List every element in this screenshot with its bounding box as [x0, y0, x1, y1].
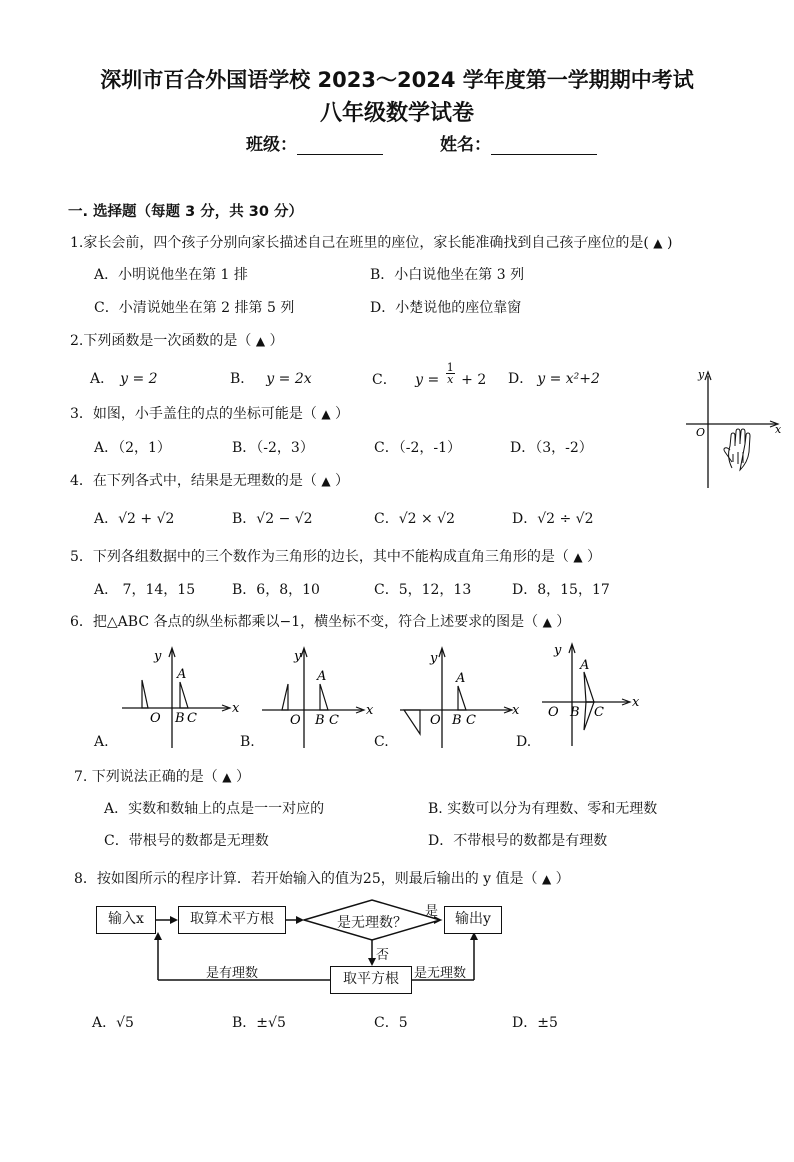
option-d: D．（3，-2） [510, 440, 593, 456]
triangle-abc [180, 682, 188, 708]
question-6 [70, 611, 570, 631]
question-8 [74, 868, 570, 888]
point-c-label: C [329, 713, 339, 728]
triangle-abc [458, 686, 466, 710]
class-field [246, 130, 383, 155]
paren: ） [335, 406, 350, 422]
triangle-abc [320, 684, 328, 710]
flow-yes-label: 是 [425, 904, 439, 919]
point-a-label: A [580, 658, 590, 673]
denominator: x [447, 373, 454, 386]
answer-mark: ▲ [321, 407, 331, 421]
option-b: B. 实数可以分为有理数、零和无理数 [428, 801, 658, 817]
class-blank [297, 140, 383, 155]
option-text: y = 2x [266, 371, 312, 387]
option-a: A．√5 [92, 1015, 134, 1031]
coordinate-figure [684, 366, 784, 490]
paren: ） [587, 549, 602, 565]
point-c-label: C [466, 713, 476, 728]
graph-c [372, 640, 522, 752]
graph-a [92, 640, 252, 752]
origin-label: O [548, 705, 559, 720]
answer-mark: ▲ [653, 236, 663, 250]
question-5 [70, 546, 601, 566]
question-stem: 7. 下列说法正确的是（ [74, 769, 218, 785]
question-stem: 4．在下列各式中，结果是无理数的是（ [70, 473, 317, 489]
point-c-label: C [187, 711, 197, 726]
option-c: C．（-2，-1） [374, 440, 461, 456]
point-b-label: B [570, 705, 580, 720]
question-1 [70, 232, 672, 252]
hand-icon [724, 429, 750, 470]
option-d: D．不带根号的数都是有理数 [428, 833, 608, 849]
point-a-label: A [317, 669, 327, 684]
option-d [508, 368, 600, 388]
option-b: B．6，8，10 [232, 582, 320, 598]
option-c: C．5 [374, 1015, 408, 1031]
x-label: x [512, 703, 520, 718]
question-7 [74, 766, 250, 786]
point-b-label: B [175, 711, 185, 726]
triangle-left [282, 684, 288, 710]
class-label: 班级： [246, 135, 297, 155]
option-c: C．√2 × √2 [374, 511, 455, 527]
origin-label: O [696, 426, 706, 439]
option-c: C．小清说她坐在第 2 排第 5 列 [94, 300, 295, 316]
option-b: B．√2 − √2 [232, 511, 313, 527]
x-label: x [366, 703, 374, 718]
question-stem: 1.家长会前，四个孩子分别向家长描述自己在班里的座位，家长能准确找到自己孩子座位的是( [70, 235, 649, 251]
option-text: + 2 [461, 371, 487, 388]
option-prefix: D． [508, 371, 534, 387]
question-4 [70, 470, 349, 490]
option-b: B．±√5 [232, 1015, 286, 1031]
question-stem: 6．把△ABC 各点的纵坐标都乘以−1，横坐标不变，符合上述要求的图是（ [70, 614, 539, 630]
point-b-label: B [315, 713, 325, 728]
question-stem: 2.下列函数是一次函数的是（ [70, 333, 252, 349]
graph-c-label: C. [374, 734, 389, 750]
answer-mark: ▲ [321, 474, 331, 488]
option-prefix: C． [372, 371, 397, 388]
fraction [446, 362, 455, 385]
paren: ） [335, 473, 350, 489]
question-2 [70, 330, 284, 350]
option-b: B．（-2，3） [232, 440, 314, 456]
numerator: 1 [446, 361, 454, 374]
paren: ） [555, 871, 570, 887]
option-b [230, 368, 312, 388]
option-a [90, 368, 158, 388]
y-label: y [554, 643, 562, 658]
x-label: x [632, 695, 640, 710]
option-prefix: B． [230, 371, 255, 387]
option-a: A．实数和数轴上的点是一一对应的 [104, 801, 325, 817]
flow-sqrt-box: 取平方根 [330, 966, 412, 994]
option-c: C．5，12，13 [374, 582, 472, 598]
flow-rational-label: 是有理数 [206, 966, 259, 981]
flow-decision-label: 是无理数？ [337, 915, 407, 931]
graph-d [520, 636, 640, 752]
option-text: y = [415, 371, 440, 388]
question-stem: 3．如图，小手盖住的点的坐标可能是（ [70, 406, 317, 422]
answer-mark: ▲ [222, 770, 232, 784]
flow-arith-sqrt-box: 取算术平方根 [178, 906, 286, 934]
answer-mark: ▲ [255, 334, 266, 348]
triangle-abc [584, 672, 594, 702]
point-a-label: A [177, 667, 187, 682]
option-d: D．小楚说他的座位靠窗 [370, 300, 522, 316]
graph-d-label: D. [516, 734, 532, 750]
exam-subtitle: 八年级数学试卷 [319, 101, 474, 126]
answer-mark: ▲ [542, 615, 552, 629]
option-b: B．小白说他坐在第 3 列 [370, 267, 525, 283]
option-d: D．8，15，17 [512, 582, 610, 598]
option-a: A．√2 + √2 [94, 511, 175, 527]
option-d: D．±5 [512, 1015, 558, 1031]
option-a: A．（2，1） [94, 440, 171, 456]
y-label: y [430, 651, 438, 666]
point-a-label: A [456, 671, 466, 686]
question-stem: 8．按如图所示的程序计算．若开始输入的值为25，则最后输出的 y 值是（ [74, 871, 538, 887]
option-prefix: A． [90, 371, 115, 387]
graph-a-label: A. [94, 734, 109, 750]
x-label: x [775, 423, 782, 436]
flow-output-box: 输出y [444, 906, 502, 934]
paren: ） [269, 333, 284, 349]
paren: ) [666, 235, 673, 251]
point-b-label: B [452, 713, 462, 728]
triangle-left [404, 710, 420, 734]
y-label: y [294, 649, 302, 664]
y-label: y [154, 649, 162, 664]
triangle-reflected [584, 702, 594, 730]
question-3 [70, 403, 349, 423]
option-d: D．√2 ÷ √2 [512, 511, 594, 527]
option-c: C．带根号的数都是无理数 [104, 833, 269, 849]
x-label: x [232, 701, 240, 716]
name-label: 姓名： [440, 135, 491, 155]
origin-label: O [290, 713, 301, 728]
origin-label: O [430, 713, 441, 728]
flow-input-box: 输入x [96, 906, 156, 934]
origin-label: O [150, 711, 161, 726]
flow-irrational-label: 是无理数 [414, 966, 467, 981]
triangle-left [142, 680, 148, 708]
option-text: y = 2 [120, 371, 158, 387]
option-text: y = x²+2 [537, 371, 600, 387]
name-field [440, 130, 597, 155]
name-blank [491, 140, 597, 155]
answer-mark: ▲ [573, 550, 583, 564]
flow-no-label: 否 [376, 948, 390, 963]
option-a: A．小明说他坐在第 1 排 [94, 267, 248, 283]
graph-b-label: B. [240, 734, 255, 750]
answer-mark: ▲ [541, 872, 552, 886]
paren: ） [235, 769, 250, 785]
y-label: y [698, 368, 705, 381]
question-stem: 5．下列各组数据中的三个数作为三角形的边长，其中不能构成直角三角形的是（ [70, 549, 569, 565]
paren: ） [556, 614, 571, 630]
option-a: A． 7，14，15 [94, 582, 196, 598]
point-c-label: C [594, 705, 604, 720]
option-c [372, 362, 486, 390]
exam-title: 深圳市百合外国语学校 2023～2024 学年度第一学期期中考试 [100, 68, 694, 92]
section-heading: 一. 选择题（每题 3 分，共 30 分） [68, 204, 304, 220]
